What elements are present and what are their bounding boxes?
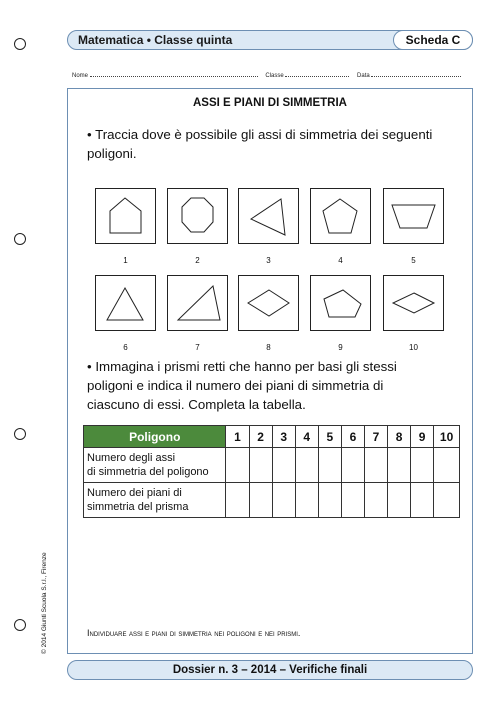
answer-cell[interactable] — [388, 448, 411, 483]
nome-field[interactable] — [90, 70, 258, 77]
shape-number: 10 — [409, 343, 418, 352]
trapezoid-icon — [384, 189, 443, 243]
scheda-label: Scheda C — [393, 30, 473, 50]
table-column-header: 9 — [411, 426, 434, 448]
footer-bar: Dossier n. 3 – 2014 – Verifiche finali — [67, 660, 473, 680]
answer-cell[interactable] — [295, 448, 318, 483]
octagon-icon — [168, 189, 227, 243]
answer-cell[interactable] — [364, 483, 387, 518]
shape-box-8[interactable] — [238, 275, 299, 331]
subject-label: Matematica • Classe quinta — [78, 33, 233, 47]
instruction-2-line3: ciascuno di essi. Completa la tabella. — [87, 397, 306, 412]
answer-cell[interactable] — [226, 448, 249, 483]
shape-box-3[interactable] — [238, 188, 299, 244]
instruction-1-line1: • Traccia dove è possibile gli assi di simmetria dei seguenti — [87, 127, 433, 142]
table-row — [84, 483, 460, 518]
answer-cell[interactable] — [318, 448, 341, 483]
data-label: Data — [357, 73, 370, 79]
table-row — [84, 448, 460, 483]
shape-box-6[interactable] — [95, 275, 156, 331]
shape-number: 2 — [195, 256, 200, 265]
answer-cell[interactable] — [272, 448, 295, 483]
shape-box-1[interactable] — [95, 188, 156, 244]
isosceles-triangle-icon — [96, 276, 155, 330]
table-column-header: 3 — [272, 426, 295, 448]
shape-number: 9 — [338, 343, 343, 352]
instruction-1 — [87, 125, 432, 163]
binder-hole — [14, 233, 26, 245]
objective-note: Individuare assi e piani di simmetria nei poligoni e nei prismi. — [87, 628, 301, 638]
answer-cell[interactable] — [272, 483, 295, 518]
answer-cell[interactable] — [318, 483, 341, 518]
answer-cell[interactable] — [249, 448, 272, 483]
instruction-2-line2: poligoni e indica il numero dei piani di simmetria di — [87, 378, 384, 393]
shape-number: 6 — [123, 343, 128, 352]
symmetry-table — [83, 425, 460, 518]
classe-field[interactable] — [285, 70, 349, 77]
table-column-header: 7 — [364, 426, 387, 448]
nome-label: Nome — [72, 73, 89, 79]
pentagon-house-icon — [96, 189, 155, 243]
flat-rhombus-icon — [384, 276, 443, 330]
answer-cell[interactable] — [434, 448, 460, 483]
table-column-header: 5 — [318, 426, 341, 448]
answer-cell[interactable] — [411, 448, 434, 483]
data-field[interactable] — [371, 70, 461, 77]
student-fields — [72, 70, 472, 79]
row-label-piani: Numero dei piani di simmetria del prisma — [84, 483, 226, 518]
instruction-2 — [87, 357, 397, 414]
answer-cell[interactable] — [388, 483, 411, 518]
page-title: ASSI E PIANI DI SIMMETRIA — [193, 97, 347, 109]
answer-cell[interactable] — [411, 483, 434, 518]
shape-number: 1 — [123, 256, 128, 265]
shape-number: 7 — [195, 343, 200, 352]
table-column-header: 1 — [226, 426, 249, 448]
table-column-header: 4 — [295, 426, 318, 448]
shape-box-7[interactable] — [167, 275, 228, 331]
shape-box-10[interactable] — [383, 275, 444, 331]
table-column-header: 6 — [341, 426, 364, 448]
row-label-assi: Numero degli assi di simmetria del poligono — [84, 448, 226, 483]
instruction-1-line2: poligoni. — [87, 146, 137, 161]
scalene-triangle-icon — [168, 276, 227, 330]
instruction-2-line1: • Immagina i prismi retti che hanno per basi gli stessi — [87, 359, 397, 374]
answer-cell[interactable] — [341, 448, 364, 483]
answer-cell[interactable] — [249, 483, 272, 518]
shape-box-5[interactable] — [383, 188, 444, 244]
shape-box-2[interactable] — [167, 188, 228, 244]
rhombus-icon — [239, 276, 298, 330]
table-column-header: 10 — [434, 426, 460, 448]
irregular-pentagon-icon — [311, 276, 370, 330]
quadrilateral-icon — [239, 189, 298, 243]
answer-cell[interactable] — [295, 483, 318, 518]
shape-number: 3 — [266, 256, 271, 265]
classe-label: Classe — [265, 73, 284, 79]
answer-cell[interactable] — [341, 483, 364, 518]
answer-cell[interactable] — [226, 483, 249, 518]
shape-number: 5 — [411, 256, 416, 265]
shape-number: 4 — [338, 256, 343, 265]
shape-number: 8 — [266, 343, 271, 352]
header-bar — [67, 30, 473, 50]
pentagon-icon — [311, 189, 370, 243]
binder-hole — [14, 38, 26, 50]
answer-cell[interactable] — [364, 448, 387, 483]
shape-box-4[interactable] — [310, 188, 371, 244]
table-column-header: 2 — [249, 426, 272, 448]
binder-hole — [14, 428, 26, 440]
copyright-text: © 2014 Giunti Scuola S.r.l., Firenze — [41, 552, 48, 654]
table-header-row — [84, 426, 460, 448]
answer-cell[interactable] — [434, 483, 460, 518]
binder-hole — [14, 619, 26, 631]
shape-box-9[interactable] — [310, 275, 371, 331]
table-column-header: 8 — [388, 426, 411, 448]
table-header-poligono: Poligono — [84, 426, 226, 448]
